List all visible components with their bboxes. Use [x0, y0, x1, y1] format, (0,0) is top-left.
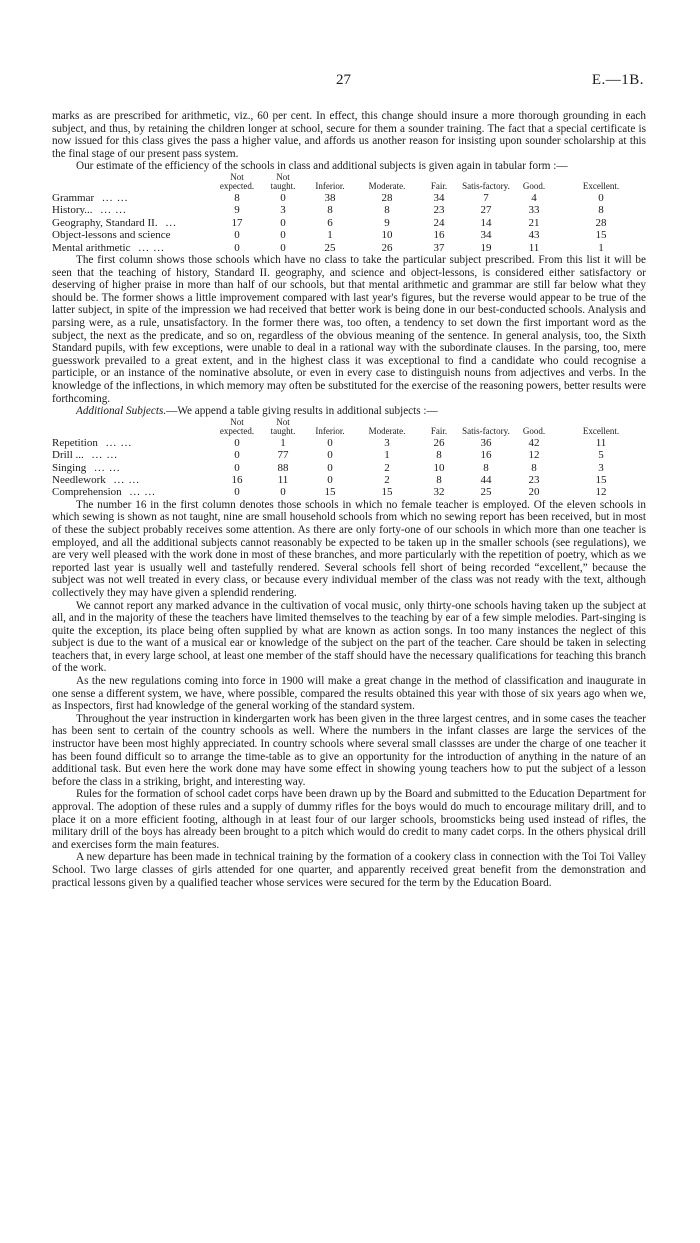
row-label	[52, 192, 212, 204]
page-header	[0, 74, 700, 94]
table-cell: 1	[280, 436, 286, 449]
table-cell: 0	[280, 191, 286, 204]
table-cell: 16	[231, 473, 243, 486]
table-cell: 0	[234, 486, 240, 499]
table-cell: 8	[483, 461, 489, 474]
table-row	[52, 192, 646, 204]
table-cell: 34	[433, 191, 445, 204]
row-leader-dots: ... ...	[91, 449, 119, 462]
table-row	[52, 474, 646, 486]
row-label	[52, 486, 212, 498]
document-body	[52, 110, 646, 889]
row-label	[52, 217, 212, 229]
table-cell: 7	[483, 191, 489, 204]
row-leader-dots: ... ...	[94, 461, 121, 474]
row-label	[52, 449, 212, 461]
paragraph-cookery: A new departure has been made in technical training by the formation of a cookery class in connection with the Toi Toi Valley School. Two large classes of girls attended for one quarter, and apparently received great benefit from the demonstration and practical lessons given by a qualified teacher whose services were secured for the term by the Education Board.	[52, 851, 646, 889]
row-leader-dots: ... ...	[102, 191, 129, 204]
page-number: 27	[336, 72, 351, 88]
table-cell: 16	[433, 229, 445, 242]
table-cell: 11	[528, 241, 540, 254]
table-row	[52, 437, 646, 449]
table-cell: 0	[234, 229, 240, 242]
row-label	[52, 204, 212, 216]
table-cell: 12	[528, 449, 540, 462]
table-cell: 0	[598, 191, 604, 204]
column-header: Moderate.	[368, 425, 406, 436]
table-cell: 23	[528, 473, 540, 486]
table-cell: 9	[234, 204, 240, 217]
row-leader-dots: ... ...	[100, 204, 127, 217]
table-cell: 42	[528, 436, 540, 449]
table-cell: 15	[595, 473, 607, 486]
column-header: Fair.	[430, 425, 448, 436]
table-cell: 0	[234, 449, 240, 462]
table-row	[52, 217, 646, 229]
row-label	[52, 474, 212, 486]
paragraph-number-16: The number 16 in the first column denotes those schools in which no female teacher is employed. Of the eleven schools in which sewing is shown as not taught, nine are small household schools from which no sewing report has been received, but in most of these the subject probably receives some attention. As there are only forty-one of our schools in which more than one teacher is employed, and all the additional subjects cannot reasonably be expected to be taken up in the smaller schools (see regulations), we are very well pleased with the work done in most of these branches, and more particularly with the repetition of poetry, which as we reported last year is usually well and tastefully rendered. Several schools fell short of being recorded “excellent,” because the subject was not well treated in every class, or because every individual member of the class was not ready with the text, although collectively they may have given a splendid rendering.	[52, 498, 646, 599]
additional-subjects-table	[52, 418, 646, 499]
table-cell: 17	[231, 216, 243, 229]
table-row	[52, 486, 646, 498]
table-cell: 15	[381, 486, 393, 499]
table-cell: 0	[234, 461, 240, 474]
table-cell: 38	[324, 191, 336, 204]
table-cell: 32	[433, 486, 445, 499]
table-cell: 1	[327, 229, 333, 242]
paragraph-additional-subjects	[52, 405, 646, 418]
row-label-text: Repetition	[52, 436, 98, 449]
table-cell: 26	[381, 241, 393, 254]
table-cell: 28	[595, 216, 607, 229]
class-subjects-table	[52, 173, 646, 254]
table-cell: 24	[433, 216, 445, 229]
column-header: Good.	[522, 425, 546, 436]
table-cell: 9	[384, 216, 390, 229]
table-cell: 37	[433, 241, 445, 254]
row-label	[52, 437, 212, 449]
table-cell: 10	[381, 229, 393, 242]
table-cell: 0	[280, 216, 286, 229]
table-cell: 0	[327, 473, 333, 486]
row-label-text: Singing	[52, 461, 87, 474]
column-header: Not taught.	[270, 416, 296, 436]
column-header: Fair.	[430, 180, 448, 191]
column-header: Not taught.	[270, 171, 296, 191]
table-cell: 25	[480, 486, 492, 499]
row-label-text: History...	[52, 204, 93, 217]
table-cell: 3	[598, 461, 604, 474]
row-leader-dots: ...	[165, 216, 177, 229]
row-label-text: Geography, Standard II.	[52, 216, 158, 229]
table-cell: 44	[480, 473, 492, 486]
table-cell: 0	[327, 461, 333, 474]
table-cell: 8	[436, 473, 442, 486]
table-cell: 34	[480, 229, 492, 242]
column-header: Not expected.	[219, 416, 255, 436]
table-cell: 1	[384, 449, 390, 462]
table-cell: 4	[531, 191, 537, 204]
table-cell: 77	[277, 449, 289, 462]
table-cell: 11	[277, 473, 289, 486]
table-cell: 14	[480, 216, 492, 229]
table-cell: 23	[433, 204, 445, 217]
table-cell: 10	[433, 461, 445, 474]
row-label-text: Needlework	[52, 473, 106, 486]
table-cell: 28	[381, 191, 393, 204]
table-cell: 0	[327, 436, 333, 449]
column-header: Excellent.	[582, 425, 620, 436]
document-reference: E.—1B.	[591, 72, 644, 88]
paragraph-kindergarten: Throughout the year instruction in kindergarten work has been given in the three largest centres, and in some cases the teacher has been sent to certain of the country schools as well. Where the numbers in the infant classes are large the services of the instructor have been most highly appreciated. In country schools where several small classses are under the charge of one teacher it has been found difficult so to arrange the time-table as to give an opportunity for the introduction of anything in the nature of an additional task. But even here the work done may have some effect in showing young teachers how to put the subject of a lesson before the class in a striking, bright, and interesting way.	[52, 712, 646, 788]
table-row	[52, 242, 646, 254]
table-cell: 43	[528, 229, 540, 242]
row-label-text: Object-lessons and science	[52, 229, 171, 242]
table-cell: 11	[595, 436, 607, 449]
table-cell: 8	[327, 204, 333, 217]
paragraph-cadet-corps: Rules for the formation of school cadet corps have been drawn up by the Board and submitted to the Education Department for approval. The adoption of these rules and a supply of dummy rifles for the boys would do much to encourage military drill, and to place it on a more efficient footing, although in at least four of our larger schools, broomsticks being used instead of rifles, the military drill of the boys has already been brought to a pitch which would do credit to many cadet corps. In the others physical drill and exercises form the main features.	[52, 788, 646, 851]
paragraph-vocal-music: We cannot report any marked advance in the cultivation of vocal music, only thirty-one schools having taken up the subject at all, and in the majority of these the teachers have limited themselves to the teaching by ear of a few simple melodies. Part-singing is quite the exception, its place being often supplied by what are known as action songs. In too many instances the neglect of this subject is due to the want of a musical ear or knowledge of the subject on the part of the teacher. Care should be taken in selecting teachers that, in every large school, at least one member of the staff should have the necessary qualifications for teaching this branch of the work.	[52, 599, 646, 675]
column-header: Moderate.	[368, 180, 406, 191]
row-leader-dots: ... ...	[105, 436, 133, 449]
table-cell: 3	[280, 204, 286, 217]
table-cell: 2	[384, 461, 390, 474]
additional-subjects-heading: Additional Subjects.	[76, 405, 167, 418]
table-cell: 0	[234, 241, 240, 254]
row-label-text: Mental arithmetic	[52, 241, 131, 254]
table-cell: 0	[327, 449, 333, 462]
table-cell: 2	[384, 473, 390, 486]
row-label-text: Comprehension	[52, 486, 122, 499]
table-row	[52, 462, 646, 474]
row-leader-dots: ... ...	[129, 486, 156, 499]
column-header: Inferior.	[315, 180, 345, 191]
table-cell: 33	[528, 204, 540, 217]
table-cell: 21	[528, 216, 540, 229]
table-cell: 0	[280, 486, 286, 499]
table-cell: 8	[234, 191, 240, 204]
row-label	[52, 462, 212, 474]
column-header: Good.	[522, 180, 546, 191]
table-cell: 36	[480, 436, 492, 449]
row-label-text: Grammar	[52, 191, 95, 204]
table-cell: 8	[384, 204, 390, 217]
table-cell: 8	[531, 461, 537, 474]
table-cell: 15	[595, 229, 607, 242]
row-label	[52, 229, 212, 241]
table-cell: 8	[598, 204, 604, 217]
paragraph-estimate: Our estimate of the efficiency of the schools in class and additional subjects is given again in tabular form :—	[76, 160, 568, 173]
row-label-text: Drill ...	[52, 449, 84, 462]
additional-subjects-text: —We append a table giving results in additional subjects :—	[166, 405, 438, 418]
table-cell: 27	[480, 204, 492, 217]
table-cell: 16	[480, 449, 492, 462]
row-leader-dots: ... ...	[113, 473, 141, 486]
paragraph-first-column: The first column shows those schools which have no class to take the particular subject prescribed. From this list it will be seen that the teaching of history, Standard II. geography, and science and object-lessons, is considered either satisfactory or deserving of higher praise in more than half of our schools, but that mental arithmetic and grammar are still far below what they should be. The former shows a little improvement compared with last year's figures, but the reverse would appear to be true of the latter subject, in spite of the impression we had received that better work is being done in our best-conducted schools. Analysis and parsing were, as a rule, unsatisfactory. In the former there was, too often, a tendency to set down the first important word as the subject, the next as the predicate, and so on, regardless of the obvious meaning of the sentence. In general analysis, too, the Sixth Standard pupils, with few exceptions, were unable to deal in a rational way with the subordinate clauses. In the parsing, too, mere guesswork prevailed to a great extent, and in the highest class it was exceptional to find a candidate who could recognise a participle, or an instance of the nominative absolute, or even in every case to distinguish nouns from adjectives and verbs. In the knowledge of the inflections, in which memory may often be substituted for the exercise of the reasoning powers, better results were forthcoming.	[52, 254, 647, 405]
column-header: Excellent.	[582, 180, 620, 191]
column-header: Not expected.	[219, 171, 255, 191]
table-row	[52, 449, 646, 461]
table-cell: 0	[280, 229, 286, 242]
table-cell: 15	[324, 486, 336, 499]
table-row	[52, 229, 646, 241]
table-cell: 8	[436, 449, 442, 462]
row-label	[52, 242, 212, 254]
paragraph-regulations: As the new regulations coming into force in 1900 will make a great change in the method of classification and inaugurate in one sense a different system, we have, where possible, compared the results obtained this year with those of six years ago when we, as Inspectors, first had knowledge of the general working of the standard system.	[52, 675, 646, 713]
table-cell: 1	[598, 241, 604, 254]
table-row	[52, 204, 646, 216]
row-leader-dots: ... ...	[138, 241, 165, 254]
column-header: Inferior.	[315, 425, 345, 436]
table-cell: 0	[280, 241, 286, 254]
table-cell: 20	[528, 486, 540, 499]
table-cell: 6	[327, 216, 333, 229]
table-cell: 5	[598, 449, 604, 462]
column-header: Satis-factory.	[462, 180, 510, 191]
paragraph-intro: marks as are prescribed for arithmetic, viz., 60 per cent. In effect, this change should insure a more thorough grounding in each subject, and thus, by retaining the children longer at school, secure for them a sounder training. The fact that a special certificate is now issued for this class gives the pass a higher value, and affords us another reason for insisting upon sounder scholarship at this the final stage of our present pass system.	[52, 110, 646, 160]
column-header: Satis-factory.	[462, 425, 510, 436]
table-cell: 25	[324, 241, 336, 254]
table-cell: 3	[384, 436, 390, 449]
table-cell: 19	[480, 241, 492, 254]
table-cell: 88	[277, 461, 289, 474]
table-cell: 26	[433, 436, 445, 449]
table-cell: 0	[234, 436, 240, 449]
table-cell: 12	[595, 486, 607, 499]
